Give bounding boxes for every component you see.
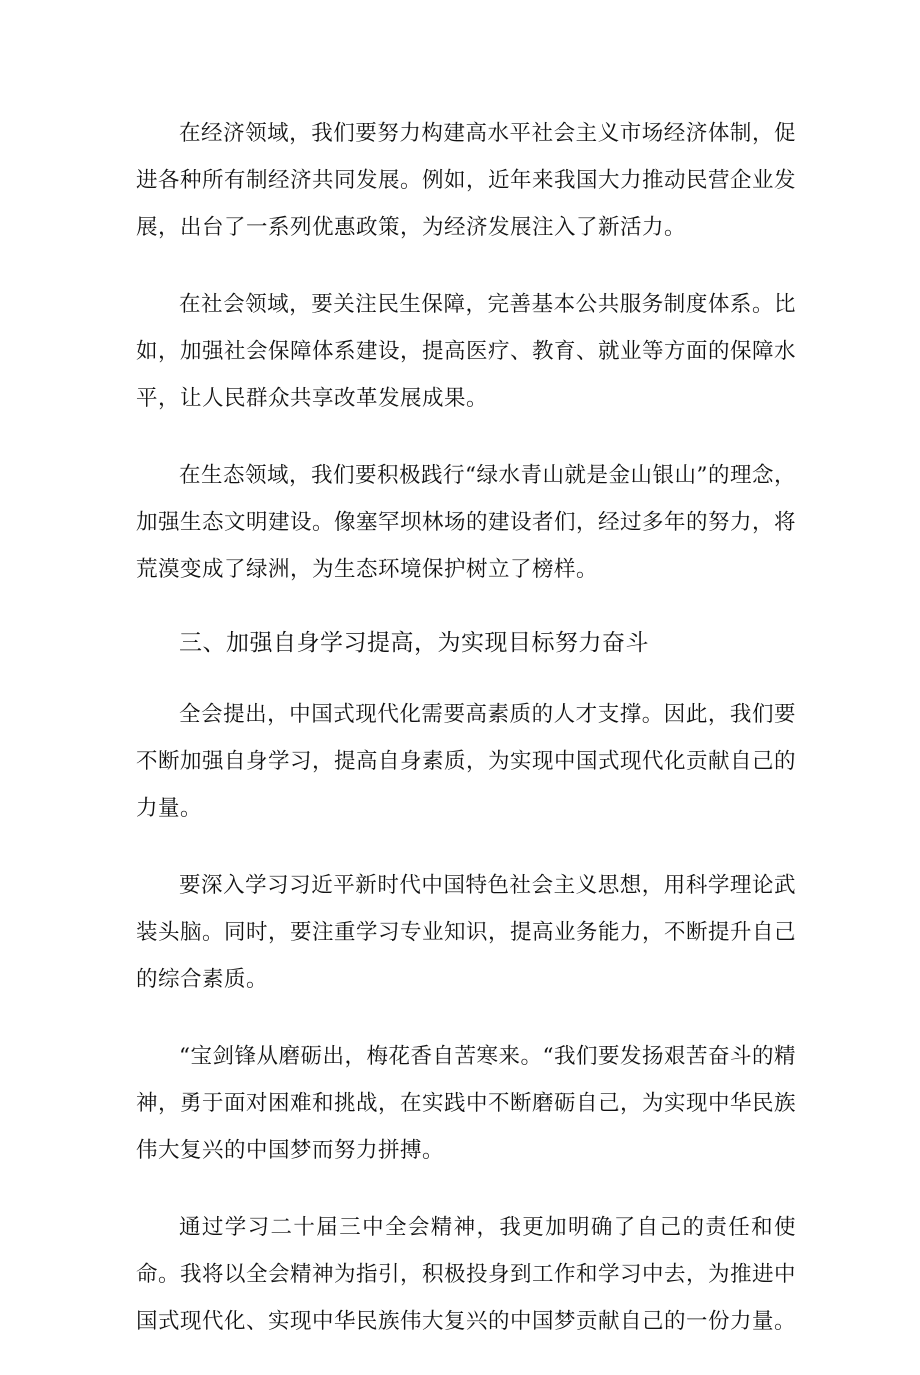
paragraph-ecology: 在生态领域，我们要积极践行“绿水青山就是金山银山”的理念，加强生态文明建设。像塞罕坝林场的建设者们，经过多年的努力，将荒漠变成了绿洲，为生态环境保护树立了榜样。 [136,463,797,582]
document-body [136,110,796,1375]
section-heading: 三、加强自身学习提高，为实现目标努力奋斗 [179,630,649,656]
paragraph-conclusion: 通过学习二十届三中全会精神，我更加明确了自己的责任和使命。我将以全会精神为指引，积极投身到工作和学习中去，为推进中国式现代化、实现中华民族伟大复兴的中国梦贡献自己的一份力量。 [136,1215,797,1334]
paragraph-economy: 在经济领域，我们要努力构建高水平社会主义市场经济体制，促进各种所有制经济共同发展。例如，近年来我国大力推动民营企业发展，出台了一系列优惠政策，为经济发展注入了新活力。 [136,121,797,240]
paragraph-talent: 全会提出，中国式现代化需要高素质的人才支撑。因此，我们要不断加强自身学习，提高自身素质，为实现中国式现代化贡献自己的力量。 [136,702,797,821]
paragraph-hard-work: “宝剑锋从磨砺出，梅花香自苦寒来。“我们要发扬艰苦奋斗的精神，勇于面对困难和挑战，在实践中不断磨砺自己，为实现中华民族伟大复兴的中国梦而努力拼搏。 [136,1044,797,1163]
paragraph-society: 在社会领域，要关注民生保障，完善基本公共服务制度体系。比如，加强社会保障体系建设，提高医疗、教育、就业等方面的保障水平，让人民群众共享改革发展成果。 [136,292,797,411]
paragraph-study-theory: 要深入学习习近平新时代中国特色社会主义思想，用科学理论武装头脑。同时，要注重学习专业知识，提高业务能力，不断提升自己的综合素质。 [136,873,797,992]
